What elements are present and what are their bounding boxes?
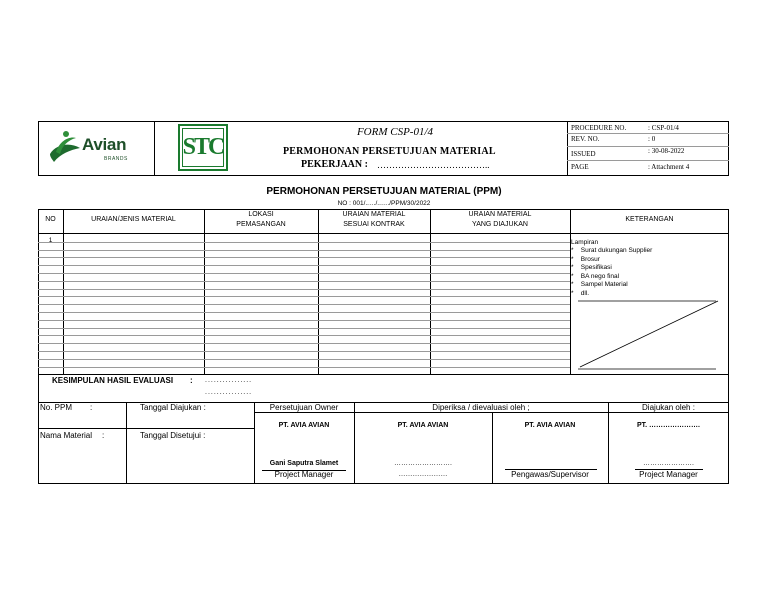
col-header-kontrak-1: URAIAN MATERIAL [342,211,406,218]
diperiksa-label: Diperiksa / dievaluasi oleh ; [432,403,530,412]
kesimpulan-label: KESIMPULAN HASIL EVALUASI [52,376,174,385]
nama-material-colon: : [102,431,105,440]
form-title: PERMOHONAN PERSETUJUAN MATERIAL [283,146,496,157]
diajukan-oleh-label: Diajukan oleh : [642,403,695,412]
no-ppm-label: No. PPM [40,403,73,412]
ppm-title: PERMOHONAN PERSETUJUAN MATERIAL (PPM) [266,186,502,197]
kesimpulan-colon: : [190,376,193,385]
col-header-lokasi-2: PEMASANGAN [236,221,286,228]
table-row-line [38,257,570,258]
table-row-line [38,359,570,360]
col-header-kontrak-2: SESUAI KONTRAK [343,221,405,228]
col-header-keterangan: KETERANGAN [625,216,674,223]
table-row-line [38,250,570,251]
table-row-line [38,320,570,321]
col-header-uraian: URAIAN/JENIS MATERIAL [91,216,176,223]
lampiran-list [571,247,691,299]
sign-company-3: PT. AVIA AVIAN [524,422,576,429]
ppm-number: NO : 001/..…/..…./PPM/30/2022 [337,200,431,207]
table-row-line [38,367,570,368]
table-row-line [38,265,570,266]
avian-brand-tagline: BRANDS [104,156,128,162]
lampiran-item: * dll. [571,289,590,297]
sign-role-2: ………………… [398,471,448,478]
stc-logo [178,124,228,171]
lampiran-item: * Spesifikasi [571,264,612,272]
procedure-no-label: PROCEDURE NO. [571,124,627,132]
col-header-lokasi-1: LOKASI [248,211,274,218]
sign-role-3: Pengawas/Supervisor [511,470,589,479]
issued-label: ISSUED [571,150,596,158]
table-row-line [38,335,570,336]
form-code: FORM CSP-01/4 [356,126,434,138]
table-row-line [38,296,570,297]
header-divider-info [567,121,568,176]
page-value: : Attachment 4 [648,163,690,171]
rev-no-label: REV. NO. [571,135,600,143]
lampiran-item: * Brosur [571,255,600,263]
tanggal-diajukan-label: Tanggal Diajukan : [140,403,206,412]
lampiran-title: Lampiran [571,239,601,246]
col-header-diajukan-2: YANG DIAJUKAN [472,221,528,228]
issued-value: : 30-08-2022 [648,147,685,155]
sign-name-1: Gani Saputra Slamet [269,460,339,467]
keterangan-strike-line [570,295,729,375]
rev-no-value: : 0 [648,135,656,143]
kesimpulan-dots-2: ................ [205,389,253,396]
page-label: PAGE [571,163,589,171]
procedure-no-value: : CSP-01/4 [648,124,679,132]
persetujuan-owner-label: Persetujuan Owner [269,403,339,412]
sign-company-2: PT. AVIA AVIAN [397,422,449,429]
col-header-diajukan-1: URAIAN MATERIAL [468,211,532,218]
row-number-1: 1 [48,237,53,244]
sign-name-2: ……………………. [394,460,452,467]
table-row-line [38,289,570,290]
lampiran-item: * Sampel Material [571,281,628,289]
lampiran-item: * Surat dukungan Supplier [571,247,653,254]
col-header-no: NO [45,216,56,223]
stc-logo-text: STC [182,134,224,160]
pekerjaan-label: PEKERJAAN : [301,159,368,170]
sign-name-4: …………………. [643,460,694,467]
sign-role-1: Project Manager [274,470,334,479]
tanggal-disetujui-label: Tanggal Disetujui : [140,431,206,440]
table-row-line [38,304,570,305]
table-row-line [38,281,570,282]
table-row-line [38,328,570,329]
avian-logo [46,126,146,170]
table-row-line [38,273,570,274]
avian-brand-name: Avian [82,135,127,154]
sign-role-4: Project Manager [639,470,698,479]
header-divider-logo [154,121,155,176]
avian-leaf-icon [46,128,86,168]
pekerjaan-dots: ……………………………….. [377,160,490,170]
kesimpulan-dots-1: ................ [205,377,253,384]
table-row-line [38,351,570,352]
table-row-line [38,242,570,243]
sign-company-1: PT. AVIA AVIAN [278,422,330,429]
lampiran-item: * BA nego final [571,272,620,280]
table-row-line [38,343,570,344]
no-ppm-colon: : [90,403,93,412]
table-row-line [38,312,570,313]
sign-company-4: PT. …………………. [636,422,700,429]
nama-material-label: Nama Material [40,431,93,440]
